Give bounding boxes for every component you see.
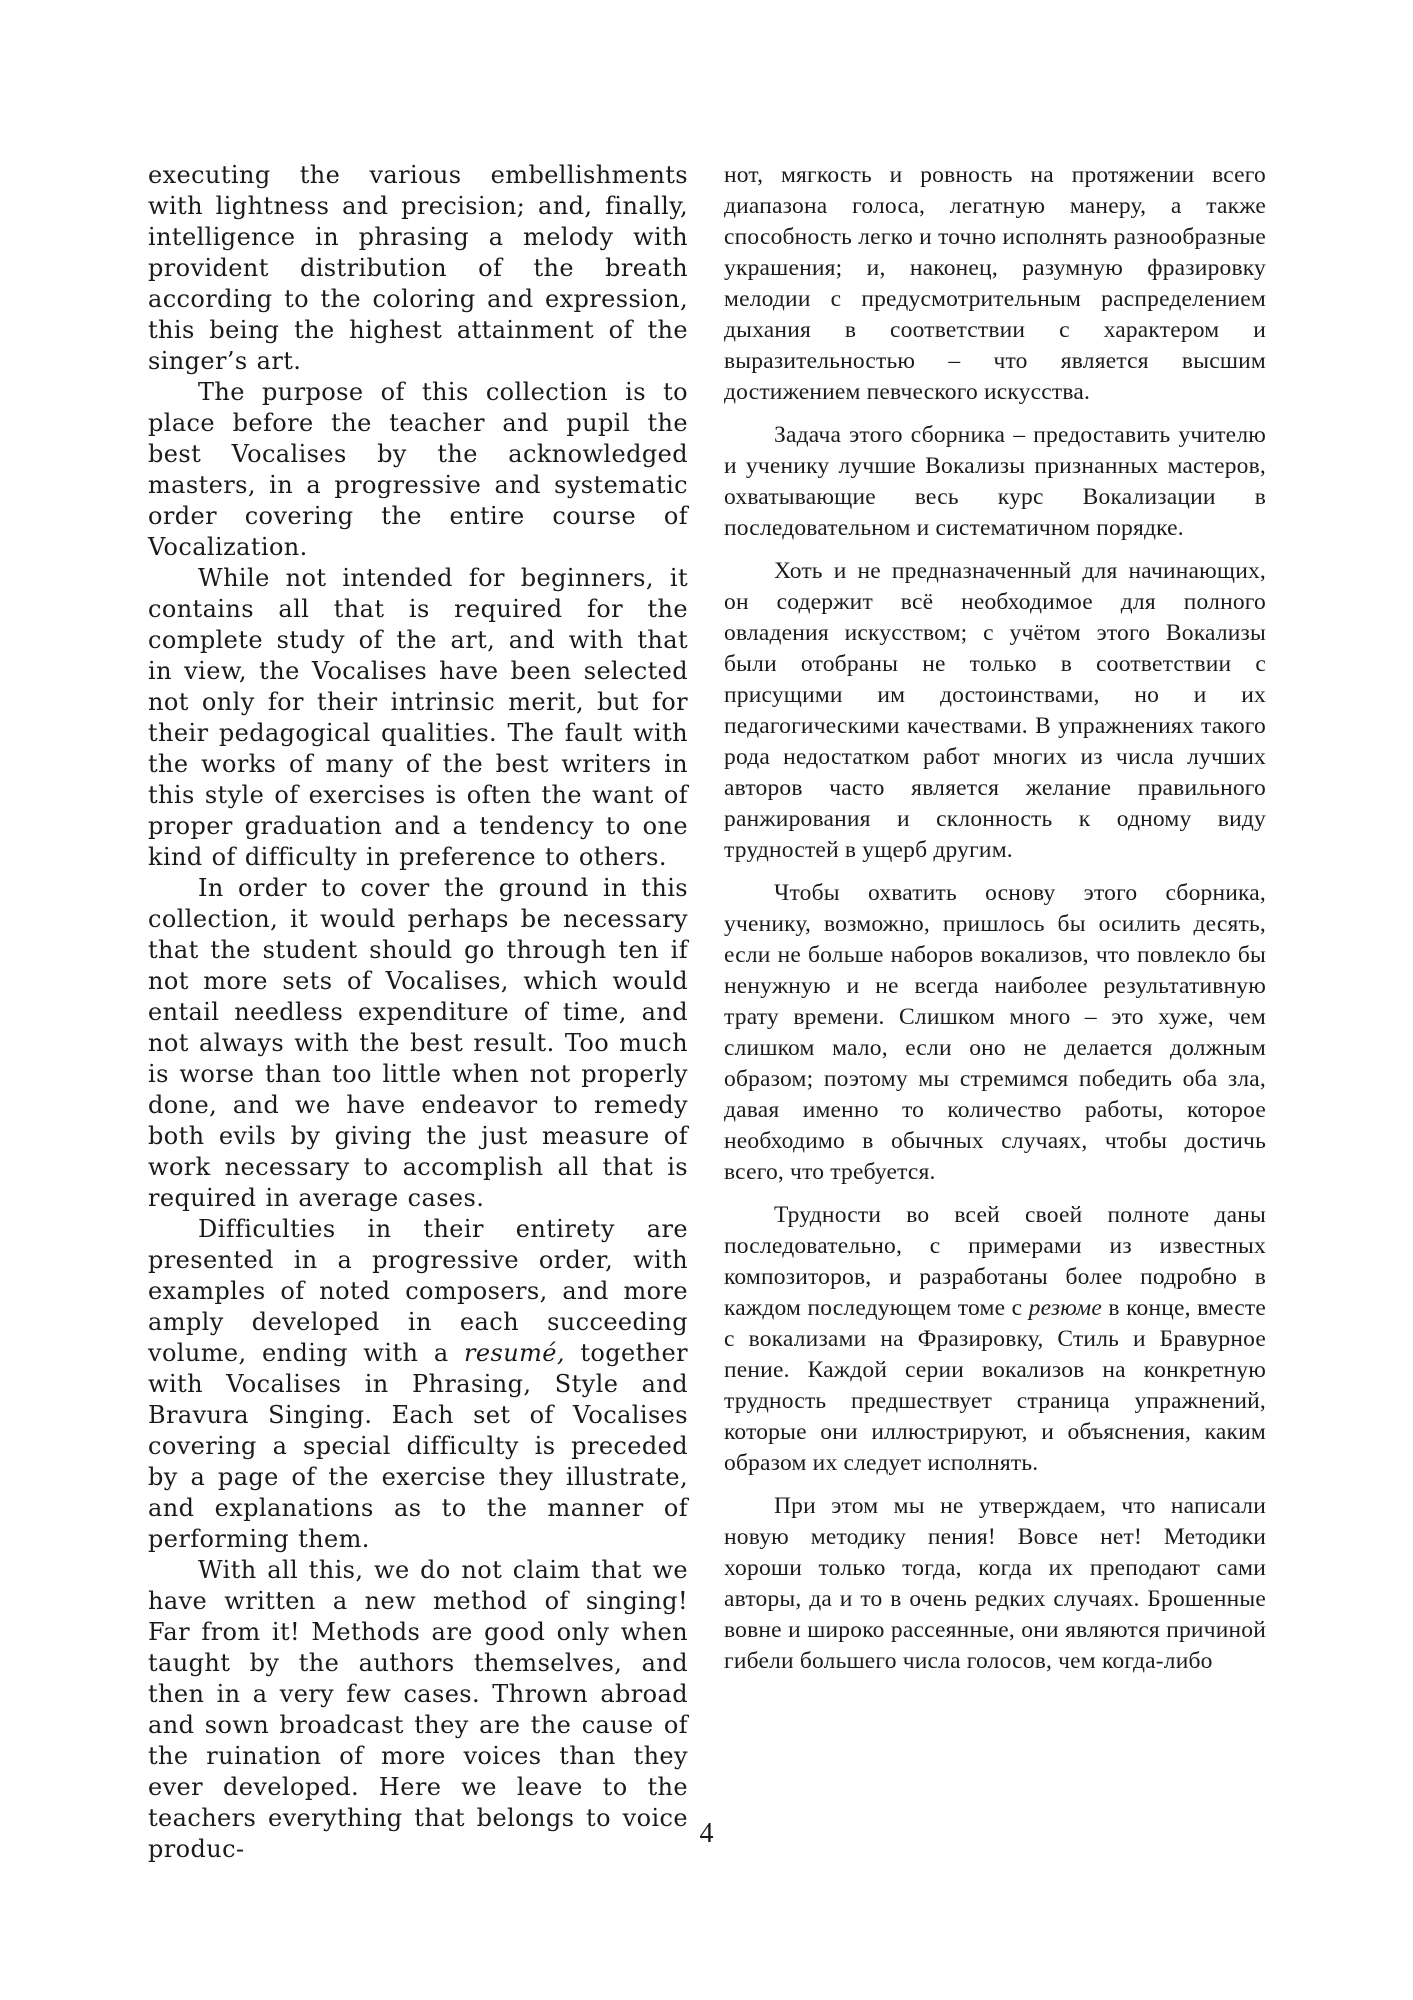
- page-number: 4: [699, 1818, 714, 1849]
- russian-paragraph: Хоть и не предназначенный для начинающих, он содержит всё необходимое для полного овладения искусством; с учётом этого Вокализы были отобраны не только в соответствии с присущими им достоинствами, но и их педагогическими качествами. В упражнениях такого рода недостатком работ многих из числа лучших авторов часто является желание правильного ранжирования и склонность к одному виду трудностей в ущерб другим.: [724, 558, 1266, 863]
- russian-paragraph: [724, 1200, 1266, 1479]
- russian-paragraph: нот, мягкость и ровность на протяжении всего диапазона голоса, легатную манеру, а также способность легко и точно исполнять разнообразные украшения; и, наконец, разумную фразировку мелодии с предусмотрительным распределением дыхания в соответствии с характером и выразительностью – что является высшим достижением певческого искусства.: [724, 162, 1266, 405]
- italic-term: резюме: [1028, 1295, 1102, 1321]
- english-paragraph: While not intended for beginners, it contains all that is required for the complete study of the art, and with that in view, the Vocalises have been selected not only for their intrinsic merit, but for their pedagogical qualities. The fault with the works of many of the best writers in this style of exercises is often the want of proper graduation and a tendency to one kind of difficulty in preference to others.: [148, 564, 688, 871]
- italic-term: resumé,: [464, 1339, 565, 1367]
- russian-column: [724, 160, 1266, 1689]
- english-paragraph: [148, 1214, 688, 1555]
- english-paragraph: In order to cover the ground in this collection, it would perhaps be necessary that the student should go through ten if not more sets of Vocalises, which would entail needless expenditure of time, and not always with the best result. Too much is worse than too little when not properly done, and we have endeavor to remedy both evils by giving the just measure of work necessary to accomplish all that is required in average cases.: [148, 874, 688, 1212]
- russian-paragraph: Чтобы охватить основу этого сборника, ученику, возможно, пришлось бы осилить десять, если не больше наборов вокализов, что повлекло бы ненужную и не всегда наиболее результативную трату времени. Слишком много – это хуже, чем слишком мало, если оно не делается должным образом; поэтому мы стремимся победить оба зла, давая именно то количество работы, которое необходимо в обычных случаях, чтобы достичь всего, что требуется.: [724, 880, 1266, 1185]
- text-run: Difficulties in their entirety are presented in a progressive order, with examples of noted composers, and more amply developed in each succeeding volume, ending with a: [148, 1215, 688, 1367]
- text-run: в конце, вместе с вокализами на Фразировку, Стиль и Бравурное пение. Каждой серии вокализов на конкретную трудность предшествует страница упражнений, которые они иллюстрируют, и объяснения, каким образом их следует исполнять.: [724, 1295, 1266, 1476]
- english-paragraph: With all this, we do not claim that we have written a new method of singing! Far from it! Methods are good only when taught by the authors themselves, and then in a very few cases. Thrown abroad and sown broadcast they are the cause of the ruination of more voices than they ever developed. Here we leave to the teachers everything that belongs to voice produc-: [148, 1556, 688, 1863]
- english-column: [148, 160, 688, 1865]
- text-run: together with Vocalises in Phrasing, Style and Bravura Singing. Each set of Vocalises covering a special difficulty is preceded by a page of the exercise they illustrate, and explanations as to the manner of performing them.: [148, 1339, 688, 1553]
- text-run: Трудности во всей своей полноте даны последовательно, с примерами из известных композиторов, и разработаны более подробно в каждом последующем томе с: [724, 1202, 1266, 1321]
- english-paragraph: The purpose of this collection is to place before the teacher and pupil the best Vocalises by the acknowledged masters, in a progressive and systematic order covering the entire course of Vocalization.: [148, 378, 688, 561]
- russian-paragraph: При этом мы не утверждаем, что написали новую методику пения! Вовсе нет! Методики хороши только тогда, когда их преподают сами авторы, да и то в очень редких случаях. Брошенные вовне и широко рассеянные, они являются причиной гибели большего числа голосов, чем когда-либо: [724, 1493, 1266, 1674]
- english-paragraph: executing the various embellishments with lightness and precision; and, finally, intelligence in phrasing a melody with provident distribution of the breath according to the coloring and expression, this being the highest attainment of the singer’s art.: [148, 161, 688, 375]
- russian-paragraph: Задача этого сборника – предоставить учителю и ученику лучшие Вокализы признанных мастеров, охватывающие весь курс Вокализации в последовательном и систематичном порядке.: [724, 422, 1266, 541]
